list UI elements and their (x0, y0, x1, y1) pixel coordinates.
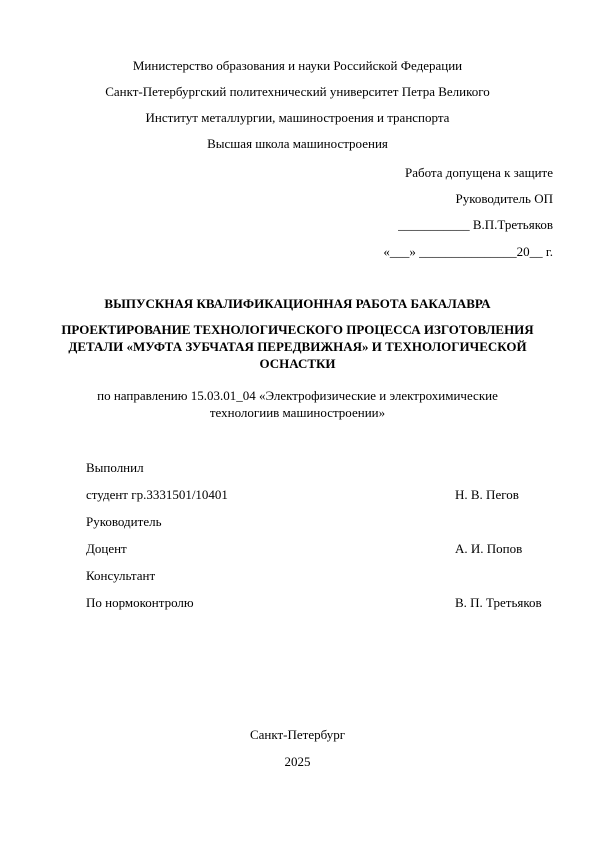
city-line: Санкт-Петербург (249, 727, 346, 742)
ministry-line: Министерство образования и науки Российской Федерации (132, 58, 463, 73)
work-title: ПРОЕКТИРОВАНИЕ ТЕХНОЛОГИЧЕСКОГО ПРОЦЕССА ИЗГОТОВЛЕНИЯ ДЕТАЛИ «МУФТА ЗУБЧАТАЯ ПЕРЕДВИЖНАЯ» И ТЕХНОЛОГИЧЕСКОЙ ОСНАСТКИ (61, 322, 534, 371)
year-line: 2025 (284, 754, 311, 769)
university-line: Санкт-Петербургский политехнический университет Петра Великого (105, 84, 490, 99)
supervisor-name: А. И. Попов (455, 541, 523, 556)
performed-label: Выполнил (86, 460, 144, 475)
work-type: ВЫПУСКНАЯ КВАЛИФИКАЦИОННАЯ РАБОТА БАКАЛАВРА (104, 296, 491, 311)
head-title-line: Руководитель ОП (455, 191, 553, 206)
student-label: студент гр.3331501/10401 (86, 487, 228, 502)
institute-line: Институт металлургии, машиностроения и транспорта (145, 110, 450, 125)
school-line: Высшая школа машиностроения (207, 136, 388, 151)
admitted-line: Работа допущена к защите (404, 165, 553, 180)
consultant-label: Консультант (86, 568, 156, 583)
direction-text: по направлению 15.03.01_04 «Электрофизические и электрохимические технологиив машиностроении» (97, 388, 498, 420)
student-name: Н. В. Пегов (455, 487, 519, 502)
date-line: «___» _______________20__ г. (383, 244, 553, 259)
supervisor-label: Руководитель (86, 514, 162, 529)
supervisor-position: Доцент (86, 541, 127, 556)
normcontrol-name: В. П. Третьяков (455, 595, 542, 610)
normcontrol-label: По нормоконтролю (86, 595, 194, 610)
signature-line: ___________ В.П.Третьяков (398, 217, 553, 232)
